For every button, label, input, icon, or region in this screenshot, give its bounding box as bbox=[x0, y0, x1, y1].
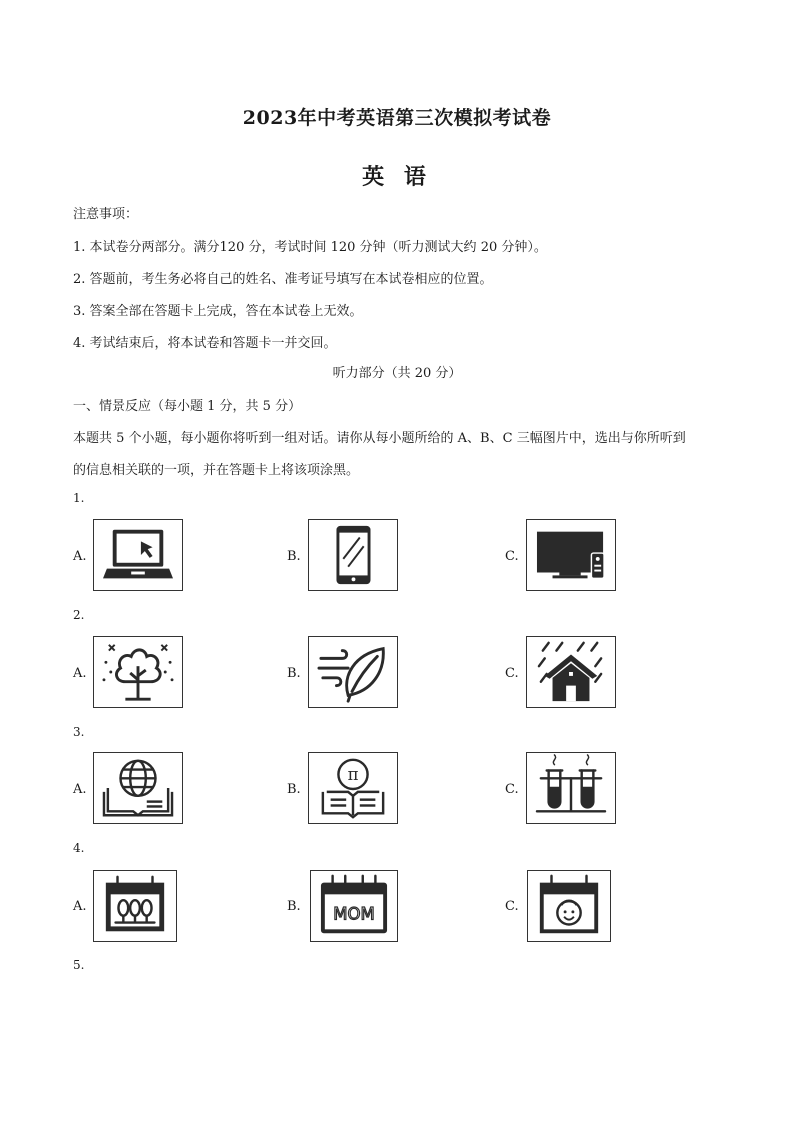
question-number: 3. bbox=[73, 725, 85, 739]
note-item: 4. 考试结束后，将本试卷和答题卡一并交回。 bbox=[73, 336, 337, 351]
rainy-house-icon[interactable] bbox=[526, 636, 616, 708]
option-letter: A. bbox=[73, 666, 87, 681]
option-letter: B. bbox=[287, 899, 301, 914]
option-letter: C. bbox=[505, 666, 519, 681]
laptop-icon[interactable] bbox=[93, 519, 183, 591]
pi-book-icon[interactable] bbox=[308, 752, 398, 824]
note-item: 1. 本试卷分两部分。满分120 分，考试时间 120 分钟（听力测试大约 20 分钟）。 bbox=[73, 240, 547, 255]
globe-book-icon[interactable] bbox=[93, 752, 183, 824]
question-number: 1. bbox=[73, 491, 85, 505]
instructions-line-1: 本题共 5 个小题，每小题你将听到一组对话。请你从每小题所给的 A、B、C 三幅图片中，选出与你所听到 bbox=[73, 431, 686, 446]
smartphone-icon[interactable] bbox=[308, 519, 398, 591]
note-item: 2. 答题前，考生务必将自己的姓名、准考证号填写在本试卷相应的位置。 bbox=[73, 272, 493, 287]
exam-title: 2023年中考英语第三次模拟考试卷 bbox=[242, 107, 552, 129]
option-letter: C. bbox=[505, 782, 519, 797]
instructions-line-2: 的信息相关联的一项，并在答题卡上将该项涂黑。 bbox=[73, 463, 360, 478]
option-letter: C. bbox=[505, 549, 519, 564]
windy-leaf-icon[interactable] bbox=[308, 636, 398, 708]
option-letter: B. bbox=[287, 782, 301, 797]
section-title: 一、情景反应（每小题 1 分，共 5 分） bbox=[73, 399, 302, 414]
question-number: 4. bbox=[73, 841, 85, 855]
test-tubes-icon[interactable] bbox=[526, 752, 616, 824]
question-number: 2. bbox=[73, 608, 85, 622]
subject-title: 英 语 bbox=[362, 164, 432, 190]
option-letter: B. bbox=[287, 666, 301, 681]
listening-part-title: 听力部分（共 20 分） bbox=[332, 366, 462, 381]
option-letter: B. bbox=[287, 549, 301, 564]
child-calendar-icon[interactable] bbox=[527, 870, 611, 942]
tree-calendar-icon[interactable] bbox=[93, 870, 177, 942]
option-letter: A. bbox=[73, 899, 87, 914]
snowy-tree-icon[interactable] bbox=[93, 636, 183, 708]
svg-text:π: π bbox=[347, 765, 359, 785]
notes-heading: 注意事项： bbox=[73, 207, 139, 222]
option-letter: A. bbox=[73, 782, 87, 797]
mom-calendar-icon[interactable] bbox=[310, 870, 398, 942]
svg-text:MOM: MOM bbox=[333, 904, 375, 924]
option-letter: A. bbox=[73, 549, 87, 564]
note-item: 3. 答案全部在答题卡上完成，答在本试卷上无效。 bbox=[73, 304, 363, 319]
question-number: 5. bbox=[73, 958, 85, 972]
option-letter: C. bbox=[505, 899, 519, 914]
television-icon[interactable] bbox=[526, 519, 616, 591]
